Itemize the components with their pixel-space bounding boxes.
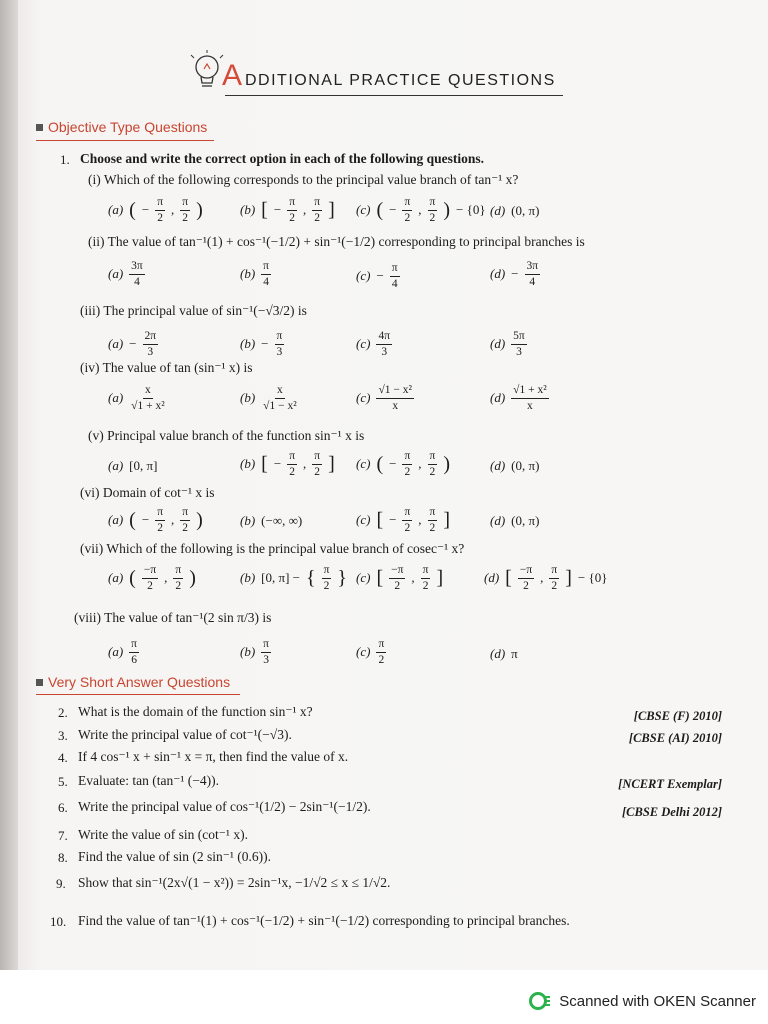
option-a: (a) $\frac{\pi}{6}$	[108, 638, 137, 666]
question-citation: [CBSE (F) 2010]	[633, 709, 722, 723]
option-a: (a) ( − $\frac{\pi}{2}$ , $\frac{\pi}{2}$ )	[108, 506, 203, 534]
question-citation: [CBSE Delhi 2012]	[621, 805, 722, 819]
option-b: (b) $\frac{\pi}{4}$	[240, 260, 269, 288]
option-c: (c) $\frac{\pi}{2}$	[356, 638, 385, 666]
question-iii-text: (iii) The principal value of sin⁻¹(−√3/2) is	[80, 303, 307, 318]
option-c: (c) [ $\frac{-\pi}{2}$ , $\frac{\pi}{2}$ ]	[356, 564, 444, 592]
question-text: Find the value of sin (2 sin⁻¹ (0.6)).	[78, 849, 272, 864]
option-b: (b) [ − $\frac{\pi}{2}$ , $\frac{\pi}{2}$ ]	[240, 196, 335, 224]
question-number: 5.	[58, 774, 68, 789]
question-number: 3.	[58, 728, 68, 743]
option-c: (c) ( − $\frac{\pi}{2}$ , $\frac{\pi}{2}$ )	[356, 450, 450, 478]
question-number: 10.	[50, 914, 67, 929]
header-underline	[225, 95, 563, 96]
bullet-square-icon	[36, 679, 43, 686]
option-d: (d) − $\frac{3\pi}{4}$	[490, 260, 539, 288]
page-header	[185, 50, 565, 96]
question-citation: [NCERT Exemplar]	[618, 777, 722, 791]
question-citation: [CBSE (AI) 2010]	[628, 731, 722, 745]
bullet-square-icon	[36, 124, 43, 131]
option-b: (b) $\frac{x}{\text{√1 − x²}}$	[240, 384, 297, 412]
question-viii-text: (viii) The value of tan⁻¹(2 sin π/3) is	[74, 610, 272, 625]
very-short-section-title: Very Short Answer Questions	[36, 674, 230, 690]
question-1-text: Choose and write the correct option in each of the following questions.	[80, 151, 484, 166]
question-text: Write the principal value of cos⁻¹(1/2) − 2sin⁻¹(−1/2).	[78, 799, 371, 814]
option-d: (d) π	[490, 646, 518, 661]
question-ii-text: (ii) The value of tan⁻¹(1) + cos⁻¹(−1/2) + sin⁻¹(−1/2) corresponding to principal branches is	[88, 234, 585, 249]
option-b: (b) $\frac{\pi}{3}$	[240, 638, 269, 666]
option-b: (b) [ − $\frac{\pi}{2}$ , $\frac{\pi}{2}$ ]	[240, 450, 335, 478]
option-c: (c) [ − $\frac{\pi}{2}$ , $\frac{\pi}{2}$ ]	[356, 506, 450, 534]
option-d: (d) (0, π)	[490, 203, 540, 218]
question-text: Write the value of sin (cot⁻¹ x).	[78, 827, 248, 842]
objective-section-title: Objective Type Questions	[36, 119, 207, 135]
option-c: (c) $\frac{\text{√1 − x²}}{x}$	[356, 384, 412, 412]
option-c: (c) $\frac{4\pi}{3}$	[356, 330, 390, 358]
option-a: (a) − $\frac{2\pi}{3}$	[108, 330, 157, 358]
question-text: Evaluate: tan (tan⁻¹ (−4)).	[78, 773, 219, 788]
option-b: (b) − $\frac{\pi}{3}$	[240, 330, 283, 358]
option-c: (c) − $\frac{\pi}{4}$	[356, 262, 398, 290]
question-number: 7.	[58, 828, 68, 843]
option-a: (a) $\frac{x}{\text{√1 + x²}}$	[108, 384, 165, 412]
question-text: Write the principal value of cot⁻¹(−√3).	[78, 727, 292, 742]
question-i-text: (i) Which of the following corresponds to the principal value branch of tan⁻¹ x?	[88, 172, 519, 187]
option-a: (a) [0, π]	[108, 458, 158, 473]
option-d: (d) $\frac{\text{√1 + x²}}{x}$	[490, 384, 547, 412]
question-v-text: (v) Principal value branch of the function sin⁻¹ x is	[88, 428, 365, 443]
header-initial: A	[222, 59, 243, 92]
scanner-watermark	[529, 990, 756, 1012]
oken-scanner-logo-icon	[529, 990, 551, 1012]
objective-section-rule	[36, 140, 214, 141]
question-number: 8.	[58, 850, 68, 865]
question-iv-text: (iv) The value of tan (sin⁻¹ x) is	[80, 360, 253, 375]
option-a: (a) ( $\frac{-\pi}{2}$ , $\frac{\pi}{2}$ )	[108, 564, 196, 592]
option-b: (b) [0, π] − { $\frac{\pi}{2}$ }	[240, 564, 348, 592]
scanner-text: Scanned with OKEN Scanner	[559, 992, 756, 1010]
question-number: 9.	[56, 876, 66, 891]
question-text: Find the value of tan⁻¹(1) + cos⁻¹(−1/2) + sin⁻¹(−1/2) corresponding to principal branches.	[78, 913, 570, 928]
question-text: Show that sin⁻¹(2x√(1 − x²)) = 2sin⁻¹x, −1/√2 ≤ x ≤ 1/√2.	[78, 875, 391, 890]
very-short-section-rule	[36, 694, 240, 695]
question-text: What is the domain of the function sin⁻¹ x?	[78, 704, 313, 719]
question-text: If 4 cos⁻¹ x + sin⁻¹ x = π, then find the value of x.	[78, 749, 349, 764]
option-a: (a) ( − $\frac{\pi}{2}$ , $\frac{\pi}{2}$ )	[108, 196, 203, 224]
page-fold-shadow	[0, 0, 18, 970]
question-number: 6.	[58, 800, 68, 815]
question-vi-text: (vi) Domain of cot⁻¹ x is	[80, 485, 215, 500]
option-d: (d) [ $\frac{-\pi}{2}$ , $\frac{\pi}{2}$ ] − {0}	[484, 564, 608, 592]
question-number: 2.	[58, 705, 68, 720]
option-a: (a) $\frac{3\pi}{4}$	[108, 260, 143, 288]
option-d: (d) (0, π)	[490, 513, 540, 528]
option-b: (b) (−∞, ∞)	[240, 513, 303, 528]
question-number: 4.	[58, 750, 68, 765]
option-d: (d) $\frac{5\pi}{3}$	[490, 330, 525, 358]
question-number: 1.	[60, 152, 70, 167]
header-title: DDITIONAL PRACTICE QUESTIONS	[245, 72, 556, 89]
question-vii-text: (vii) Which of the following is the principal value branch of cosec⁻¹ x?	[80, 541, 465, 556]
option-d: (d) (0, π)	[490, 458, 540, 473]
option-c: (c) ( − $\frac{\pi}{2}$ , $\frac{\pi}{2}$ ) − {0}	[356, 196, 486, 224]
